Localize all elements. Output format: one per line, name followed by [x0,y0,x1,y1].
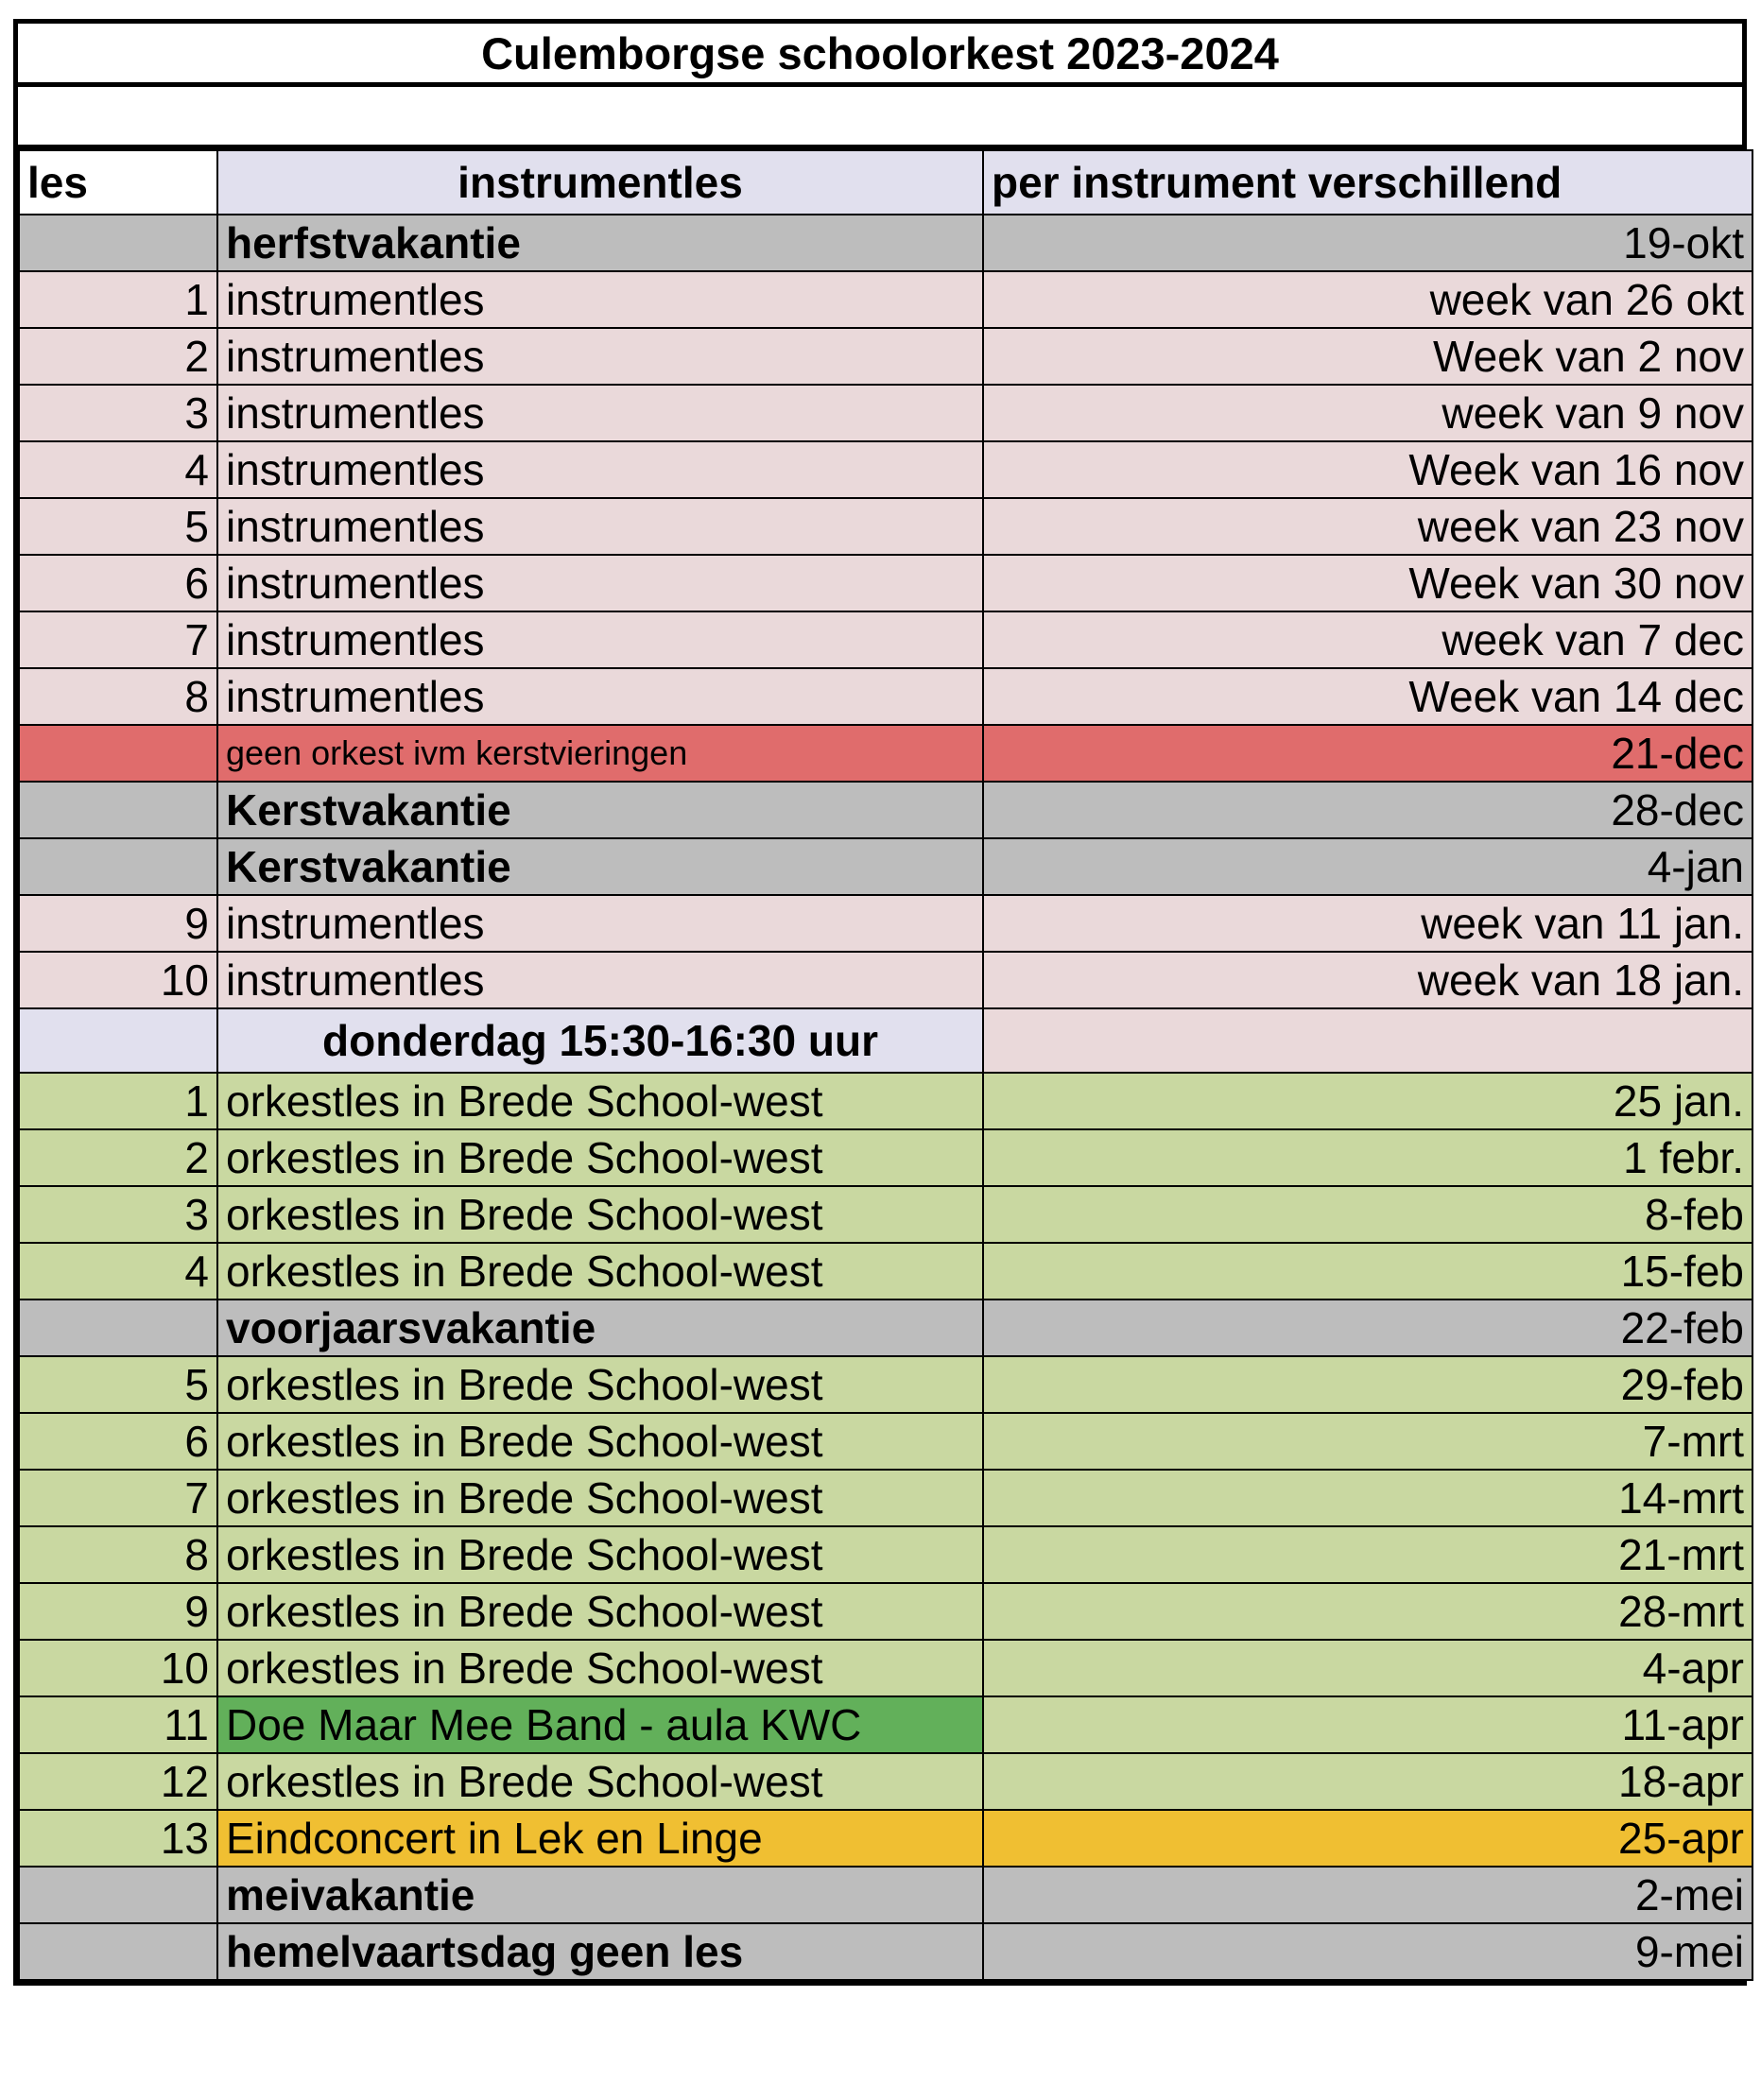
lesson-number-cell: 12 [19,1753,217,1810]
description-cell: orkestles in Brede School-west [217,1753,983,1810]
schedule-row [19,1810,1752,1867]
date-cell: week van 9 nov [983,385,1752,441]
date-cell: 28-dec [983,782,1752,838]
date-cell: 21-mrt [983,1526,1752,1583]
section-heading: donderdag 15:30-16:30 uur [217,1008,983,1073]
date-cell: 11-apr [983,1696,1752,1753]
header-row [19,150,1752,215]
lesson-number-cell: 1 [19,1073,217,1129]
schedule-row [19,1356,1752,1413]
description-cell: Kerstvakantie [217,782,983,838]
schedule-row [19,385,1752,441]
description-cell: voorjaarsvakantie [217,1300,983,1356]
sheet-title-text: Culemborgse schoolorkest 2023-2024 [481,27,1279,78]
schedule-row [19,725,1752,782]
date-cell: week van 7 dec [983,611,1752,668]
schedule-row [19,271,1752,328]
date-cell: Week van 2 nov [983,328,1752,385]
schedule-row [19,1753,1752,1810]
date-cell: 21-dec [983,725,1752,782]
description-cell: instrumentles [217,668,983,725]
lesson-number-cell [19,838,217,895]
lesson-number-cell: 10 [19,952,217,1008]
schedule-row [19,1640,1752,1696]
lesson-number-cell: 4 [19,1243,217,1300]
description-cell: meivakantie [217,1867,983,1923]
date-cell: 28-mrt [983,1583,1752,1640]
description-cell: herfstvakantie [217,215,983,271]
description-cell: Doe Maar Mee Band - aula KWC [217,1696,983,1753]
description-cell: instrumentles [217,498,983,555]
header-per-instrument: per instrument verschillend [983,150,1752,215]
schedule-row [19,328,1752,385]
section-empty-cell [19,1008,217,1073]
lesson-number-cell: 3 [19,385,217,441]
description-cell: orkestles in Brede School-west [217,1186,983,1243]
date-cell: 9-mei [983,1923,1752,1980]
lesson-number-cell: 2 [19,328,217,385]
description-cell: orkestles in Brede School-west [217,1073,983,1129]
date-cell: 18-apr [983,1753,1752,1810]
description-cell: instrumentles [217,952,983,1008]
description-cell: geen orkest ivm kerstvieringen [217,725,983,782]
schedule-row [19,1583,1752,1640]
schedule-row [19,1186,1752,1243]
date-cell: 25 jan. [983,1073,1752,1129]
schedule-row [19,1243,1752,1300]
schedule-row [19,782,1752,838]
lesson-number-cell [19,1300,217,1356]
date-cell: Week van 14 dec [983,668,1752,725]
date-cell: 22-feb [983,1300,1752,1356]
description-cell: instrumentles [217,271,983,328]
schedule-row [19,895,1752,952]
schedule-row [19,1696,1752,1753]
description-cell: orkestles in Brede School-west [217,1356,983,1413]
lesson-number-cell: 6 [19,1413,217,1470]
lesson-number-cell: 10 [19,1640,217,1696]
schedule-row [19,1129,1752,1186]
date-cell: 19-okt [983,215,1752,271]
lesson-number-cell: 4 [19,441,217,498]
description-cell: orkestles in Brede School-west [217,1526,983,1583]
schedule-row [19,668,1752,725]
lesson-number-cell: 5 [19,498,217,555]
lesson-number-cell: 3 [19,1186,217,1243]
description-cell: Kerstvakantie [217,838,983,895]
section-date-empty-cell [983,1008,1752,1073]
lesson-number-cell: 9 [19,895,217,952]
date-cell: week van 11 jan. [983,895,1752,952]
lesson-number-cell [19,1867,217,1923]
description-cell: orkestles in Brede School-west [217,1129,983,1186]
description-cell: orkestles in Brede School-west [217,1243,983,1300]
schedule-row [19,611,1752,668]
schedule-table-wrapper [13,149,1747,1986]
schedule-row [19,952,1752,1008]
lesson-number-cell: 1 [19,271,217,328]
lesson-number-cell [19,725,217,782]
blank-row [13,87,1747,149]
date-cell: 25-apr [983,1810,1752,1867]
lesson-number-cell: 2 [19,1129,217,1186]
lesson-number-cell: 5 [19,1356,217,1413]
schedule-row [19,441,1752,498]
lesson-number-cell: 7 [19,611,217,668]
date-cell: 1 febr. [983,1129,1752,1186]
schedule-row [19,1073,1752,1129]
header-les: les [19,150,217,215]
schedule-row [19,1923,1752,1980]
schedule-table [18,149,1753,1981]
date-cell: Week van 30 nov [983,555,1752,611]
date-cell: 15-feb [983,1243,1752,1300]
description-cell: orkestles in Brede School-west [217,1583,983,1640]
description-cell: instrumentles [217,611,983,668]
date-cell: week van 26 okt [983,271,1752,328]
date-cell: Week van 16 nov [983,441,1752,498]
schedule-row [19,1867,1752,1923]
date-cell: 8-feb [983,1186,1752,1243]
schedule-row [19,1300,1752,1356]
date-cell: 4-apr [983,1640,1752,1696]
lesson-number-cell: 6 [19,555,217,611]
lesson-number-cell [19,215,217,271]
schedule-sheet [13,19,1747,1986]
lesson-number-cell: 7 [19,1470,217,1526]
date-cell: 7-mrt [983,1413,1752,1470]
lesson-number-cell [19,1923,217,1980]
description-cell: orkestles in Brede School-west [217,1470,983,1526]
section-heading-row [19,1008,1752,1073]
description-cell: instrumentles [217,385,983,441]
schedule-row [19,215,1752,271]
date-cell: 4-jan [983,838,1752,895]
schedule-row [19,1470,1752,1526]
lesson-number-cell: 8 [19,668,217,725]
description-cell: orkestles in Brede School-west [217,1640,983,1696]
description-cell: instrumentles [217,328,983,385]
date-cell: week van 18 jan. [983,952,1752,1008]
date-cell: 29-feb [983,1356,1752,1413]
description-cell: orkestles in Brede School-west [217,1413,983,1470]
lesson-number-cell [19,782,217,838]
sheet-title [13,19,1747,87]
description-cell: instrumentles [217,441,983,498]
lesson-number-cell: 13 [19,1810,217,1867]
schedule-row [19,555,1752,611]
lesson-number-cell: 9 [19,1583,217,1640]
schedule-row [19,498,1752,555]
description-cell: hemelvaartsdag geen les [217,1923,983,1980]
date-cell: 14-mrt [983,1470,1752,1526]
date-cell: 2-mei [983,1867,1752,1923]
schedule-row [19,1526,1752,1583]
date-cell: week van 23 nov [983,498,1752,555]
lesson-number-cell: 11 [19,1696,217,1753]
description-cell: Eindconcert in Lek en Linge [217,1810,983,1867]
description-cell: instrumentles [217,895,983,952]
schedule-row [19,838,1752,895]
header-instrumentles: instrumentles [217,150,983,215]
description-cell: instrumentles [217,555,983,611]
schedule-row [19,1413,1752,1470]
lesson-number-cell: 8 [19,1526,217,1583]
